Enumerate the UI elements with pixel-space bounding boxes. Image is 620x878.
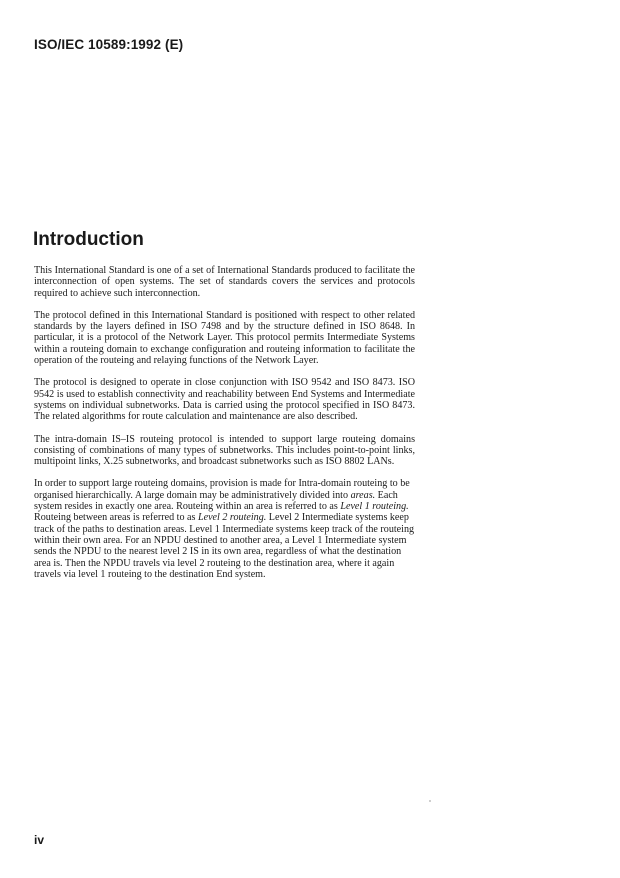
paragraph-text: The protocol defined in this International Standard is positioned with respect to other related standards by the layers defined in ISO 7498 and by the structure defined in ISO 8648. In particular, it is a protocol of the Network Layer. This protocol permits Intermediate Systems within a routeing domain to exchange configuration and routeing information to facilitate the operation of the routeing and relaying functions of the Network Layer. xyxy=(34,309,415,367)
standard-number-header: ISO/IEC 10589:1992 (E) xyxy=(34,37,184,52)
term-areas: areas. xyxy=(350,489,376,501)
paragraph-text: The protocol is designed to operate in close conjunction with ISO 9542 and ISO 8473. ISO 9542 is used to establish connectivity and reachability between End Systems and Intermediate systems on individual subnetworks. Data is carried using the protocol specified in ISO 8473. The related algorithms for route calculation and maintenance are also described. xyxy=(34,377,415,423)
intro-paragraph-1 xyxy=(34,265,415,299)
paragraph-text: Routeing between areas is referred to as xyxy=(34,512,198,524)
introduction-body xyxy=(34,265,415,591)
paragraph-text: The intra-domain IS–IS routeing protocol is intended to support large routeing domains consisting of combinations of many types of subnetworks. This includes point-to-point links, multipoint links, X.25 subnetworks, and broadcast subnetworks such as ISO 8802 LANs. xyxy=(34,433,415,468)
paragraph-text: In order to support large routeing domains, provision is made for Intra-domain routeing to be organised hierarchically. A large domain may be administratively divided into xyxy=(34,478,410,501)
scan-speck xyxy=(429,800,431,802)
intro-paragraph-2 xyxy=(34,310,415,366)
term-level-2-routeing: Level 2 routeing. xyxy=(197,512,267,524)
section-title: Introduction xyxy=(33,229,144,250)
intro-paragraph-4 xyxy=(34,434,415,468)
intro-paragraph-3 xyxy=(34,377,415,422)
paragraph-text: Each system resides in exactly one area. Routeing within an area is referred to as xyxy=(34,489,398,513)
term-level-1-routeing: Level 1 routeing. xyxy=(340,501,409,513)
page-number: iv xyxy=(34,833,45,847)
intro-paragraph-5 xyxy=(34,478,415,580)
paragraph-text: This International Standard is one of a set of International Standards produced to facilitate the interconnection of open systems. The set of standards covers the services and protocols required to achieve such interconnection. xyxy=(34,265,415,299)
paragraph-text: Level 2 Intermediate systems keep track of the paths to destination areas. Level 1 Intermediate systems keep track of the routeing within their own area. For an NPDU destined to another area, a Level 1 Intermediate system sends the NPDU to the nearest level 2 IS in its own area, regardless of what the destination area is. Then the NPDU travels via level 2 routeing to the destination area, where it again travels via level 1 routeing to the destination End system. xyxy=(34,512,415,580)
